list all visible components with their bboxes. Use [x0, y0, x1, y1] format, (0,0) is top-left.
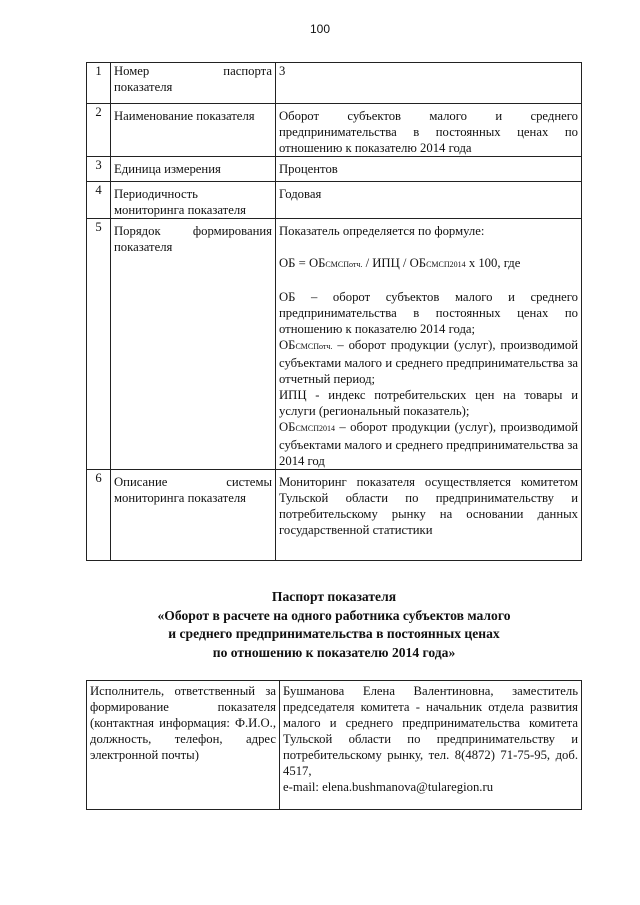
row-label-line: Номер паспорта [114, 64, 272, 78]
row-number: 5 [87, 219, 111, 470]
row-number: 2 [87, 104, 111, 157]
row-label-line: показателя [114, 80, 173, 94]
row-label [111, 63, 276, 104]
page-number: 100 [309, 22, 331, 36]
definition-cpi: ИПЦ - индекс потребительских цен на товары и услуги (региональный показатель); [279, 388, 578, 418]
row-number: 3 [87, 157, 111, 182]
heading-line: по отношению к показателю 2014 года» [212, 644, 456, 660]
contact-label: Исполнитель, ответственный за формирование показателя (контактная информация: Ф.И.О., должность, телефон, адрес электронной почты) [87, 681, 280, 810]
row-number: 1 [87, 63, 111, 104]
heading-line: «Оборот в расчете на одного работника субъектов малого [157, 607, 511, 623]
definition-ob: ОБ – оборот субъектов малого и среднего предпринимательства в постоянных ценах по отношению к показателю 2014 года; [279, 290, 578, 336]
indicator-passport-table [86, 62, 582, 561]
table-row [87, 157, 582, 182]
row-label [111, 182, 276, 219]
formula: ОБ = ОБСМСПотч. / ИПЦ / ОБСМСП2014 х 100, где [279, 256, 521, 270]
table-row [87, 681, 582, 810]
row-label [111, 470, 276, 561]
heading-line: и среднего предпринимательства в постоянных ценах [168, 626, 500, 641]
row-number: 4 [87, 182, 111, 219]
table-row [87, 63, 582, 104]
table-row [87, 470, 582, 561]
row-label-line: Единица измерения [114, 162, 221, 176]
formula-description [276, 219, 582, 470]
row-value: Годовая [276, 182, 582, 219]
definition-ob-current: ОБСМСПотч. – оборот продукции (услуг), производимой субъектами малого и среднего предпринимательства за отчетный период; [279, 338, 578, 386]
row-number: 6 [87, 470, 111, 561]
row-label [111, 157, 276, 182]
contact-email: e-mail: elena.bushmanova@tularegion.ru [283, 780, 494, 794]
contact-value [280, 681, 582, 810]
row-value: Мониторинг показателя осуществляется комитетом Тульской области по предпринимательству и потребительскому рынку на основании данных государственной статистики [276, 470, 582, 561]
row-value: Процентов [276, 157, 582, 182]
table-row [87, 219, 582, 470]
row-label-line: мониторинга показателя [114, 491, 246, 505]
section-heading [86, 588, 582, 662]
row-label-line: Порядок формирования [114, 224, 272, 238]
row-label-line: Периодичность [114, 187, 198, 201]
contact-table [86, 680, 582, 810]
heading-line: Паспорт показателя [271, 589, 397, 604]
table-row [87, 104, 582, 157]
table-row [87, 182, 582, 219]
row-value: 3 [276, 63, 582, 104]
row-value: Оборот субъектов малого и среднего предпринимательства в постоянных ценах по отношению к показателю 2014 года [276, 104, 582, 157]
formula-intro: Показатель определяется по формуле: [279, 224, 485, 238]
row-label-line: показателя [114, 240, 173, 254]
definition-ob-2014: ОБСМСП2014 – оборот продукции (услуг), производимой субъектами малого и среднего предпринимательства за 2014 год [279, 420, 578, 468]
row-label [111, 219, 276, 470]
contact-details: Бушманова Елена Валентиновна, заместитель председателя комитета - начальник отдела развития малого и среднего предпринимательства комитета Тульской области по предпринимательству и потребительскому рынку, тел. 8(4872) 71-75-95, доб. 4517, [283, 684, 578, 778]
row-label-line: Описание системы [114, 475, 272, 489]
row-label [111, 104, 276, 157]
row-label-line: мониторинга показателя [114, 203, 246, 217]
row-label-line: Наименование показателя [114, 109, 255, 123]
